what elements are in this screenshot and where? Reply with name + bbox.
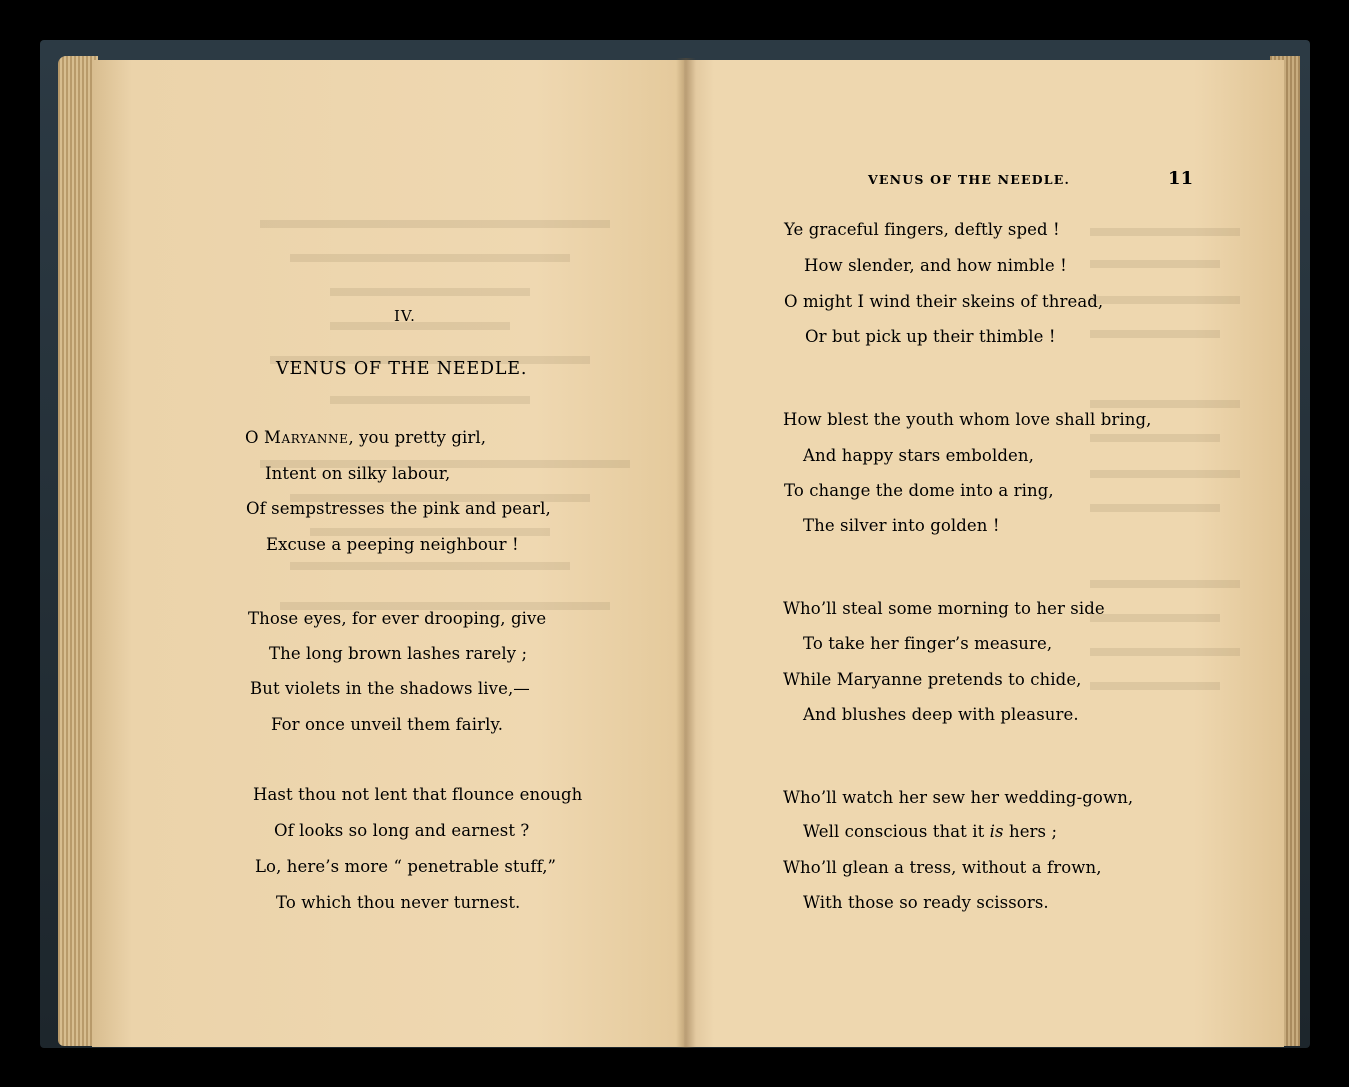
poem-line: Hast thou not lent that flounce enough [253, 785, 583, 804]
poem-title: VENUS OF THE NEEDLE. [276, 359, 528, 379]
poem-line: O might I wind their skeins of thread, [784, 292, 1104, 311]
poem-line: Excuse a peeping neighbour ! [266, 535, 519, 554]
poem-line: Those eyes, for ever drooping, give [248, 609, 547, 628]
line-text: Well conscious that it [803, 822, 990, 841]
poem-line: Intent on silky labour, [265, 464, 451, 483]
poem-line: But violets in the shadows live,— [250, 679, 530, 698]
poem-line: Who’ll steal some morning to her side [783, 599, 1105, 618]
show-through-lines-left [250, 210, 630, 630]
small-caps-name: Maryanne [263, 428, 349, 447]
poem-line: For once unveil them fairly. [271, 715, 504, 734]
poem-line: Or but pick up their thimble ! [805, 327, 1056, 346]
poem-line: Who’ll watch her sew her wedding-gown, [783, 788, 1134, 807]
poem-line: Of looks so long and earnest ? [274, 821, 530, 840]
poem-line: The long brown lashes rarely ; [269, 644, 528, 663]
poem-line: Of sempstresses the pink and pearl, [246, 499, 551, 518]
poem-line [245, 428, 486, 447]
poem-line: Who’ll glean a tress, without a frown, [783, 858, 1102, 877]
poem-line: Ye graceful fingers, deftly sped ! [784, 220, 1060, 239]
poem-line: Lo, here’s more “ penetrable stuff,” [255, 857, 557, 876]
book-gutter [676, 58, 696, 1048]
show-through-lines-right [1090, 220, 1280, 700]
poem-line: How slender, and how nimble ! [804, 256, 1067, 275]
section-number: IV. [394, 307, 416, 325]
poem-line: While Maryanne pretends to chide, [783, 670, 1082, 689]
line-text: hers ; [1003, 822, 1058, 841]
poem-line: To change the dome into a ring, [784, 481, 1054, 500]
running-head: VENUS OF THE NEEDLE. [868, 172, 1071, 187]
poem-line: To which thou never turnest. [276, 893, 521, 912]
poem-line: With those so ready scissors. [803, 893, 1049, 912]
page-number: 11 [1168, 168, 1194, 189]
show-through-right [1090, 220, 1280, 700]
poem-line: And happy stars embolden, [803, 446, 1034, 465]
line-text: , you pretty girl, [348, 428, 487, 447]
poem-line: And blushes deep with pleasure. [803, 705, 1079, 724]
poem-line: How blest the youth whom love shall bring, [783, 410, 1152, 429]
poem-line [803, 822, 1057, 841]
show-through-left [250, 210, 630, 630]
poem-line: The silver into golden ! [803, 516, 1000, 535]
poem-line: To take her finger’s measure, [803, 634, 1053, 653]
line-text: O [245, 428, 264, 447]
italic-word: is [989, 822, 1004, 841]
